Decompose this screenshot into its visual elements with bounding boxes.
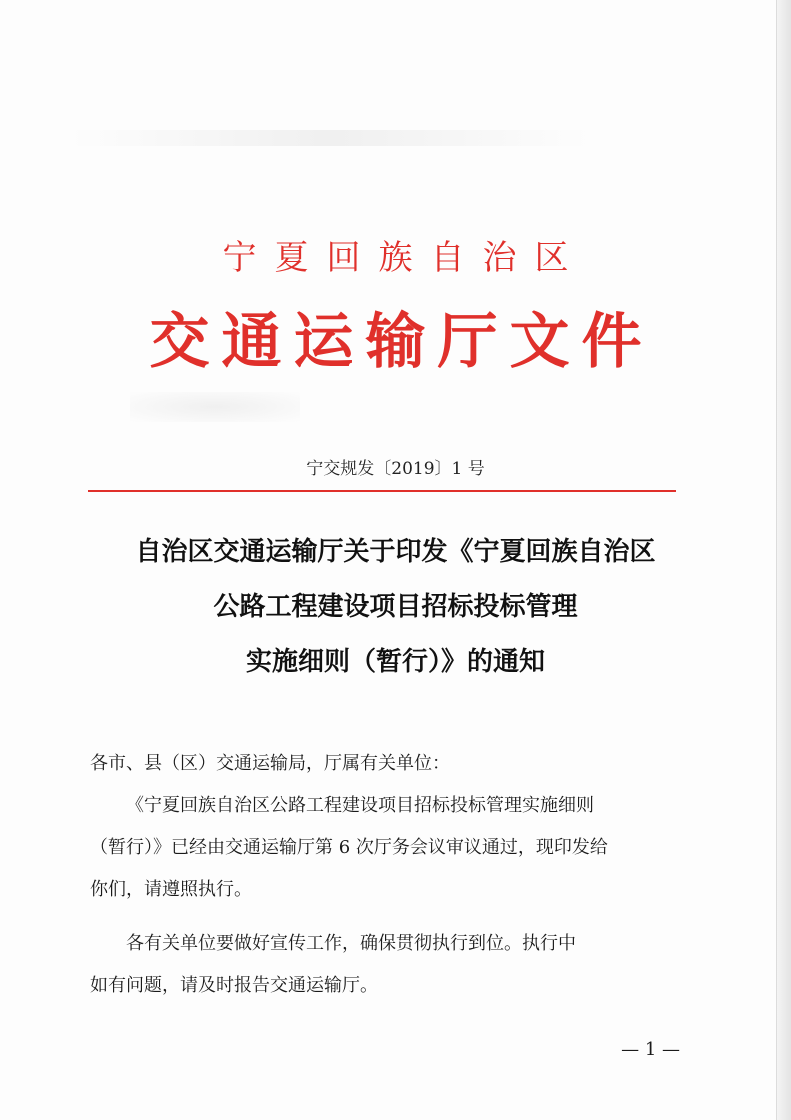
- salutation: 各市、县（区）交通运输局，厅属有关单位：: [90, 753, 450, 774]
- issuer-region: 宁夏回族自治区: [222, 238, 587, 278]
- paragraph-1-line-2: （暂行）》已经由交通运输厅第 6 次厅务会议审议通过，现印发给: [90, 837, 608, 858]
- document-body: [90, 743, 690, 1007]
- paragraph-1-line-1: 《宁夏回族自治区公路工程建设项目招标投标管理实施细则: [126, 795, 594, 816]
- scan-artifact: [70, 130, 590, 146]
- paragraph-gap: [90, 911, 690, 923]
- paragraph-2-line-2: 如有问题，请及时报告交通运输厅。: [90, 975, 378, 996]
- page-number: — 1 —: [621, 1039, 680, 1060]
- title-line-2: 公路工程建设项目招标投标管理: [213, 592, 578, 622]
- document-number: 宁交规发〔2019〕1 号: [306, 459, 485, 479]
- issuer-title: 交通运输厅文件: [149, 307, 654, 377]
- scan-edge-shadow: [776, 0, 791, 1120]
- scan-artifact-ghost: [130, 392, 300, 422]
- red-divider: [88, 490, 676, 492]
- paragraph-2-line-1: 各有关单位要做好宣传工作，确保贯彻执行到位。执行中: [126, 933, 576, 954]
- document-title: [60, 525, 731, 690]
- paragraph-1-line-3: 你们，请遵照执行。: [90, 879, 252, 900]
- title-line-3: 实施细则（暂行）》的通知: [245, 647, 545, 677]
- title-line-1: 自治区交通运输厅关于印发《宁夏回族自治区: [135, 537, 656, 567]
